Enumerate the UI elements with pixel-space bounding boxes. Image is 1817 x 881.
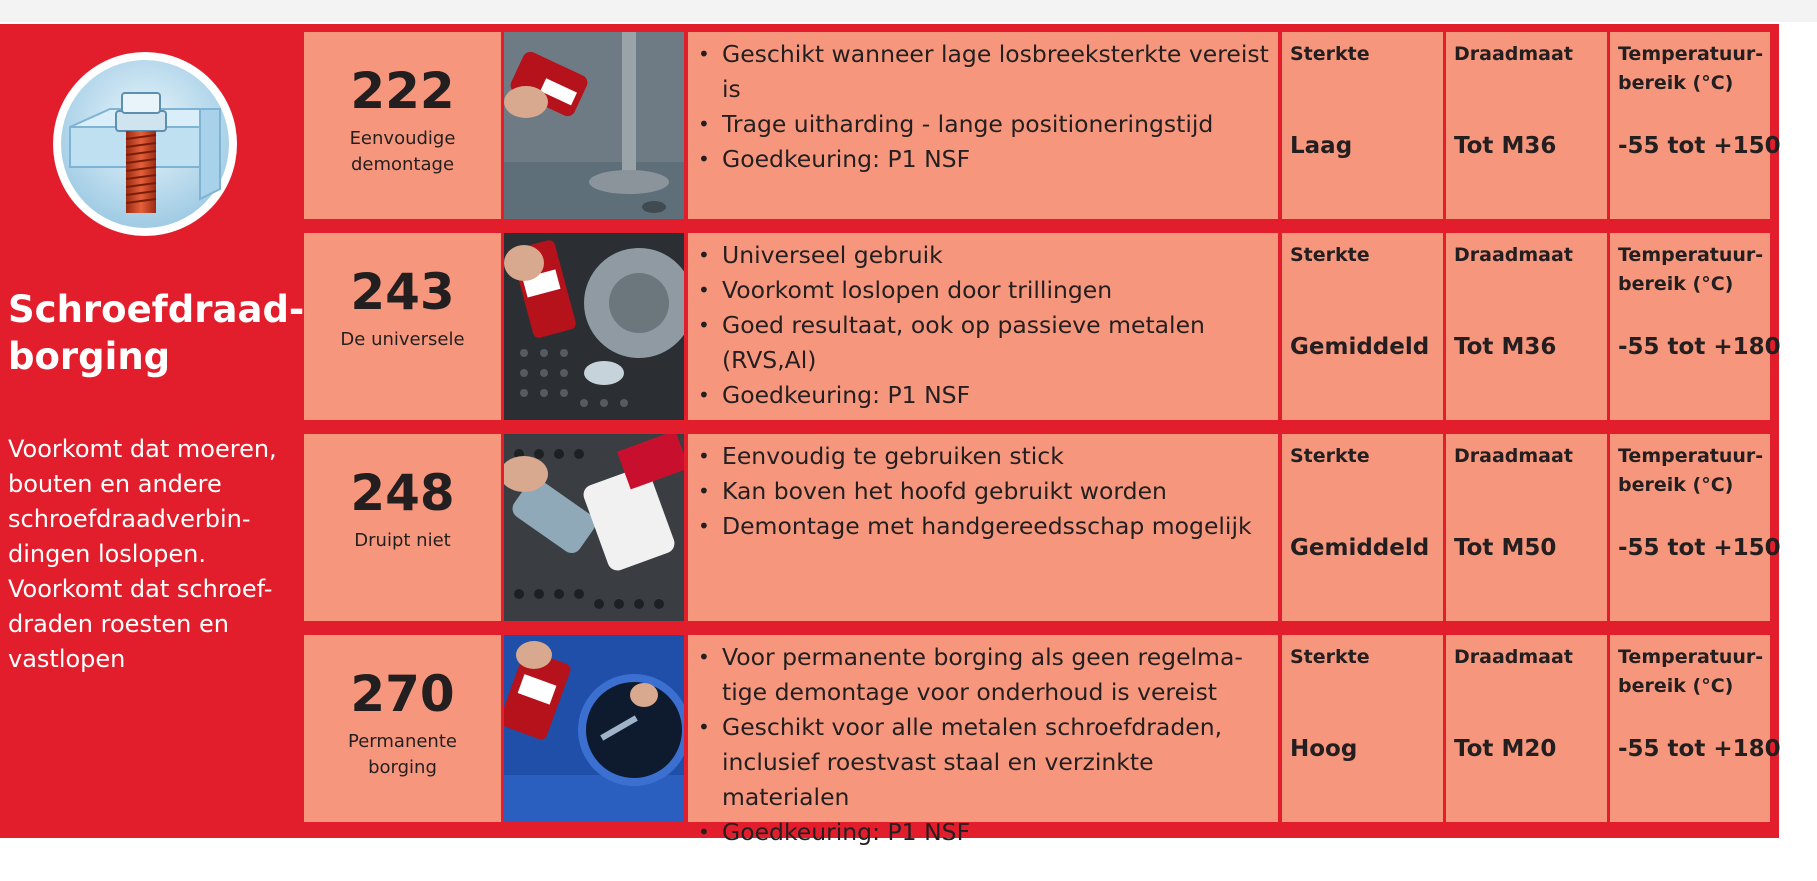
product-number-cell: [304, 635, 501, 822]
thread-header: Draadmaat: [1454, 646, 1573, 668]
thread-cell: [1446, 434, 1607, 621]
temperature-value: -55 tot +150: [1618, 133, 1781, 159]
temperature-value: -55 tot +150: [1618, 535, 1781, 561]
application-photo-270: [504, 635, 684, 822]
application-photo-248: [504, 434, 684, 621]
product-number-cell: [304, 32, 501, 219]
feature-item: • Geschikt voor alle metalen schroefdraden, inclusief roestvast staal en verzinkte materialen: [688, 710, 1278, 815]
feature-item: • Voor permanente borging als geen regelma-tige demontage voor onderhoud is vereist: [688, 640, 1278, 710]
product-name: De universele: [340, 329, 465, 350]
strength-header: Sterkte: [1290, 244, 1370, 266]
strength-value: Hoog: [1290, 736, 1358, 762]
feature-item: • Goedkeuring: P1 NSF: [688, 378, 1278, 413]
temperature-cell: [1610, 635, 1781, 822]
thread-cell: [1446, 32, 1607, 219]
strength-cell: [1282, 32, 1443, 219]
application-photo-222: [504, 32, 684, 219]
product-row-222: [0, 24, 1779, 218]
thread-value: Tot M50: [1454, 535, 1557, 561]
feature-item: • Voorkomt loslopen door trillingen: [688, 273, 1278, 308]
temperature-header: Temperatuur- bereik (°C): [1618, 445, 1764, 496]
feature-item: • Universeel gebruik: [688, 238, 1278, 273]
strength-value: Gemiddeld: [1290, 535, 1430, 561]
product-number: 222: [350, 62, 455, 120]
section-title: Schroefdraad- borging: [8, 288, 305, 378]
product-features: [688, 635, 1278, 846]
top-strip: [0, 0, 1817, 22]
strength-cell: [1282, 635, 1443, 822]
product-name: Permanente borging: [348, 731, 457, 778]
product-number: 248: [350, 464, 455, 522]
thread-header: Draadmaat: [1454, 43, 1573, 65]
thread-cell: [1446, 635, 1607, 822]
product-name: Druipt niet: [354, 530, 451, 551]
thread-header: Draadmaat: [1454, 244, 1573, 266]
temperature-value: -55 tot +180: [1618, 334, 1781, 360]
product-photo: [504, 233, 684, 420]
temperature-value: -55 tot +180: [1618, 736, 1781, 762]
product-photo: [504, 635, 684, 822]
thread-value: Tot M36: [1454, 334, 1557, 360]
thread-value: Tot M36: [1454, 133, 1557, 159]
feature-item: • Demontage met handgereedsschap mogelijk: [688, 509, 1278, 544]
threadlocking-panel: [0, 24, 1781, 846]
feature-item: • Goedkeuring: P1 NSF: [688, 142, 1278, 177]
strength-value: Laag: [1290, 133, 1353, 159]
product-number: 270: [350, 665, 455, 723]
application-photo-243: [504, 233, 684, 420]
product-row-248: [0, 426, 1779, 620]
section-description: Voorkomt dat moeren, bouten en andere schroefdraadverbin- dingen loslopen. Voorkomt dat schroef- draden roesten en vastlopen: [8, 435, 277, 673]
product-name: Eenvoudige demontage: [349, 128, 456, 175]
temperature-header: Temperatuur- bereik (°C): [1618, 43, 1764, 94]
product-row-243: [0, 225, 1779, 419]
strength-header: Sterkte: [1290, 646, 1370, 668]
feature-item: • Kan boven het hoofd gebruikt worden: [688, 474, 1278, 509]
thread-value: Tot M20: [1454, 736, 1557, 762]
product-row-270: [0, 627, 1781, 846]
feature-item: • Goed resultaat, ook op passieve metalen (RVS,Al): [688, 308, 1278, 378]
thread-header: Draadmaat: [1454, 445, 1573, 467]
product-number: 243: [350, 263, 455, 321]
strength-header: Sterkte: [1290, 445, 1370, 467]
temperature-cell: [1610, 32, 1781, 219]
product-number-cell: [304, 233, 501, 420]
strength-header: Sterkte: [1290, 43, 1370, 65]
feature-item: • Geschikt wanneer lage losbreeksterkte vereist is: [688, 37, 1278, 107]
temperature-cell: [1610, 233, 1781, 420]
product-photo: [504, 32, 684, 219]
temperature-header: Temperatuur- bereik (°C): [1618, 244, 1764, 295]
feature-item: • Eenvoudig te gebruiken stick: [688, 439, 1278, 474]
product-number-cell: [304, 434, 501, 621]
thread-cell: [1446, 233, 1607, 420]
temperature-header: Temperatuur- bereik (°C): [1618, 646, 1764, 697]
product-photo: [504, 434, 684, 621]
product-features: [688, 434, 1278, 621]
feature-item: • Trage uitharding - lange positioneringstijd: [688, 107, 1278, 142]
strength-cell: [1282, 233, 1443, 420]
strength-value: Gemiddeld: [1290, 334, 1430, 360]
temperature-cell: [1610, 434, 1781, 621]
feature-item: • Goedkeuring: P1 NSF: [688, 815, 1278, 850]
strength-cell: [1282, 434, 1443, 621]
product-features: [688, 233, 1278, 420]
product-features: [688, 32, 1278, 219]
